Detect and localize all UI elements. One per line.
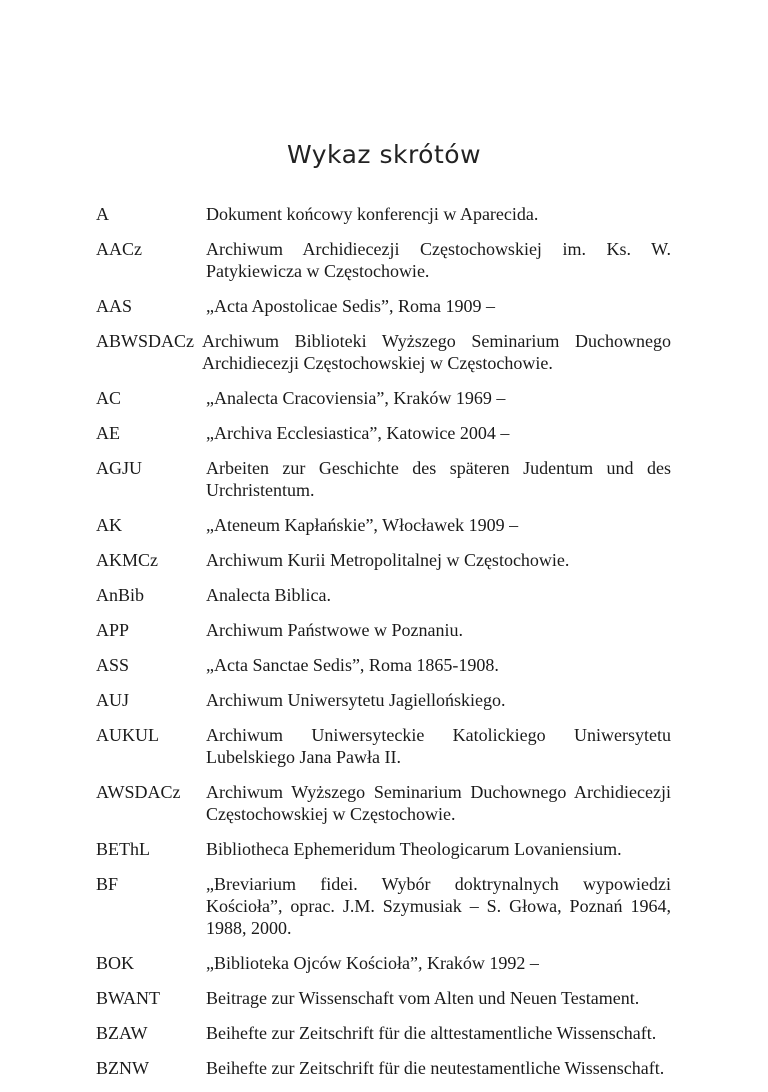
abbreviation: AUJ — [96, 690, 130, 710]
abbreviation-description: Archiwum Wyższego Seminarium Duchownego Archidiecezji Częstochowskiej w Częstochowie. — [206, 782, 671, 824]
abbreviation-description: Archiwum Archidiecezji Częstochowskiej im. Ks. W. Patykiewicza w Częstochowie. — [206, 239, 671, 281]
abbreviation-entry — [96, 781, 671, 825]
abbreviation-list — [96, 203, 671, 1092]
abbreviation-entry — [96, 619, 671, 641]
abbreviation: AGJU — [96, 458, 143, 478]
abbreviation: AUKUL — [96, 725, 159, 745]
abbreviation: BWANT — [96, 988, 160, 1008]
abbreviation-entry — [96, 549, 671, 571]
abbreviation: BZAW — [96, 1023, 148, 1043]
abbreviation-entry — [96, 654, 671, 676]
abbreviation-description: Archiwum Uniwersytetu Jagiellońskiego. — [206, 690, 506, 710]
abbreviation-description: Analecta Biblica. — [206, 585, 331, 605]
abbreviation: APP — [96, 620, 130, 640]
abbreviation-entry — [96, 1057, 671, 1079]
abbreviation-description: Archiwum Kurii Metropolitalnej w Częstochowie. — [206, 550, 570, 570]
abbreviation: AK — [96, 515, 122, 535]
abbreviation-entry — [96, 873, 671, 939]
abbreviation-description: Dokument końcowy konferencji w Aparecida. — [206, 204, 539, 224]
abbreviation-description: Beihefte zur Zeitschrift für die alttestamentliche Wissenschaft. — [206, 1023, 657, 1043]
abbreviation-description: „Acta Sanctae Sedis”, Roma 1865-1908. — [206, 655, 499, 675]
abbreviation: BEThL — [96, 839, 150, 859]
abbreviation: BOK — [96, 953, 135, 973]
abbreviation-entry — [96, 987, 671, 1009]
abbreviation-entry — [96, 422, 671, 444]
abbreviation-entry — [96, 457, 671, 501]
abbreviation: AKMCz — [96, 550, 158, 570]
page-title: Wykaz skrótów — [286, 140, 482, 169]
abbreviation-description: Beitrage zur Wissenschaft vom Alten und Neuen Testament. — [206, 988, 640, 1008]
abbreviation: AnBib — [96, 585, 145, 605]
abbreviation-entry — [96, 238, 671, 282]
abbreviation-description: Archiwum Państwowe w Poznaniu. — [206, 620, 463, 640]
abbreviation-description: Bibliotheca Ephemeridum Theologicarum Lovaniensium. — [206, 839, 622, 859]
abbreviation: ASS — [96, 655, 130, 675]
abbreviation-description: Beihefte zur Zeitschrift für die neutestamentliche Wissenschaft. — [206, 1058, 665, 1078]
abbreviation: ABWSDACz — [96, 331, 194, 351]
abbreviation: AE — [96, 423, 120, 443]
abbreviation-entry — [96, 952, 671, 974]
abbreviation-entry — [96, 330, 671, 374]
abbreviation-entry — [96, 295, 671, 317]
abbreviation-entry — [96, 1022, 671, 1044]
abbreviation-description: „Archiva Ecclesiastica”, Katowice 2004 – — [206, 423, 510, 443]
abbreviation-entry — [96, 838, 671, 860]
abbreviation-description: „Breviarium fidei. Wybór doktrynalnych wypowiedzi Kościoła”, oprac. J.M. Szymusiak – S. Głowa, Poznań 1964, 1988, 2000. — [206, 874, 671, 938]
abbreviation-entry — [96, 689, 671, 711]
abbreviation-entry — [96, 387, 671, 409]
abbreviation-entry — [96, 203, 671, 225]
abbreviation-description: „Biblioteka Ojców Kościoła”, Kraków 1992 – — [206, 953, 539, 973]
abbreviation-description: Archiwum Uniwersyteckie Katolickiego Uniwersytetu Lubelskiego Jana Pawła II. — [206, 725, 671, 767]
abbreviation-description: Arbeiten zur Geschichte des späteren Judentum und des Urchristentum. — [206, 458, 671, 500]
abbreviation: A — [96, 204, 109, 224]
abbreviation-description: Archiwum Biblioteki Wyższego Seminarium Duchownego Archidiecezji Częstochowskiej w Częstochowie. — [202, 331, 671, 373]
abbreviation: AWSDACz — [96, 782, 181, 802]
abbreviation-description: „Analecta Cracoviensia”, Kraków 1969 – — [206, 388, 506, 408]
abbreviation-entry — [96, 724, 671, 768]
abbreviation: AACz — [96, 239, 142, 259]
abbreviation: BZNW — [96, 1058, 149, 1078]
abbreviation-description: „Ateneum Kapłańskie”, Włocławek 1909 – — [206, 515, 519, 535]
abbreviation-entry — [96, 514, 671, 536]
abbreviation: BF — [96, 874, 119, 894]
abbreviation-description: „Acta Apostolicae Sedis”, Roma 1909 – — [206, 296, 495, 316]
abbreviation-entry — [96, 584, 671, 606]
abbreviation: AC — [96, 388, 122, 408]
abbreviation: AAS — [96, 296, 133, 316]
